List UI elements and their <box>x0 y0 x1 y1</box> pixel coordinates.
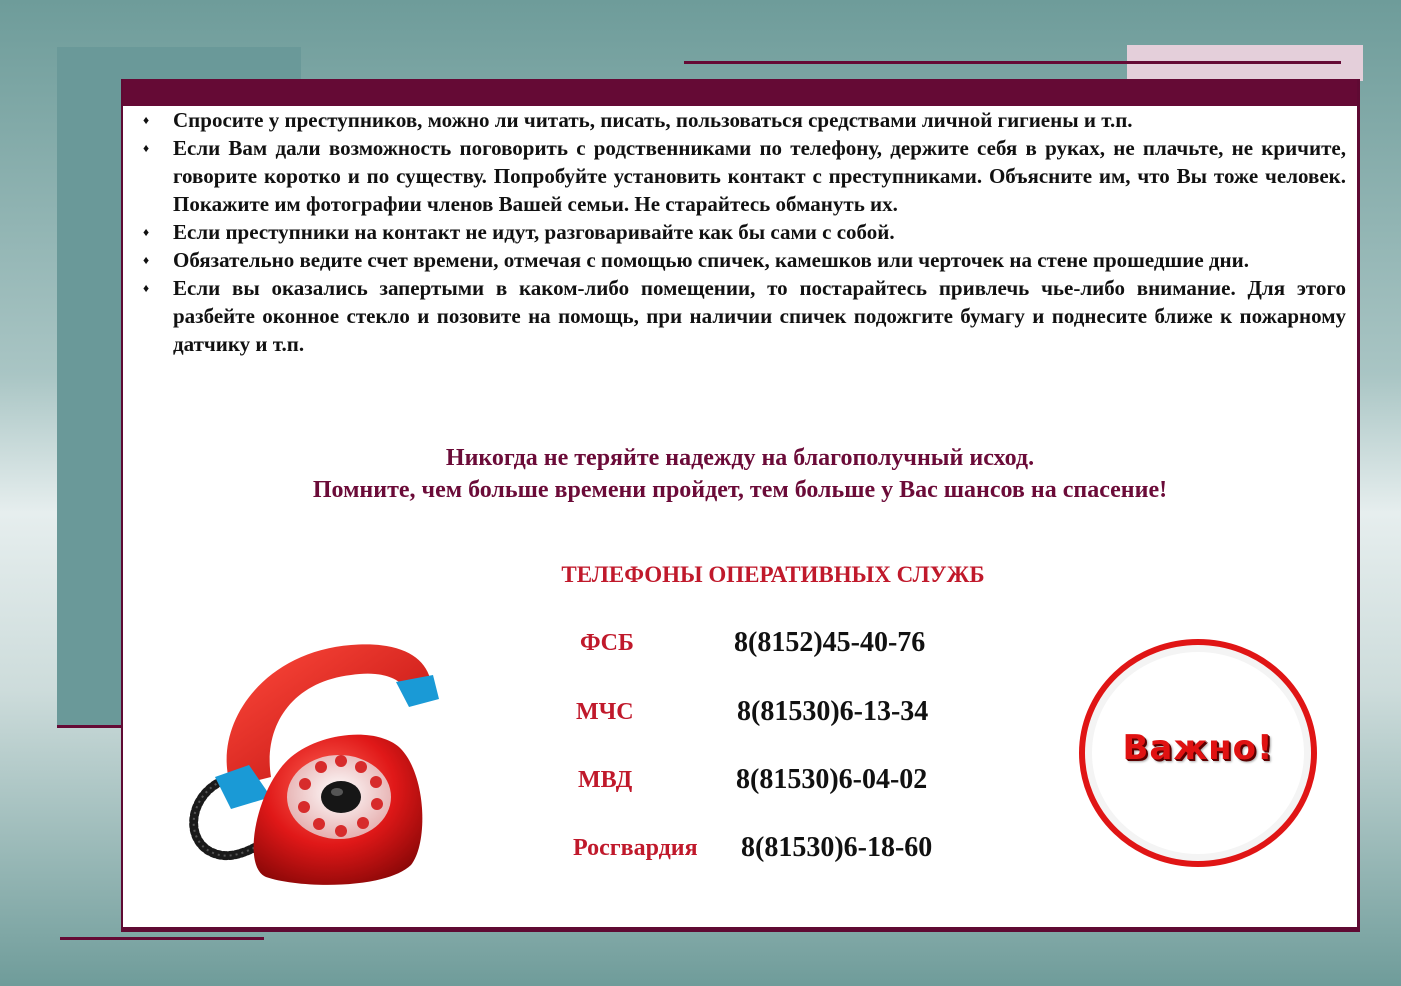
advice-item <box>141 246 1346 274</box>
service-name-fsb: ФСБ <box>580 630 634 656</box>
diamond-bullet-icon: ♦ <box>143 113 150 127</box>
service-name-rosgvardiya: Росгвардия <box>573 835 698 861</box>
decorative-line <box>57 725 123 728</box>
slogan-line-1: Никогда не теряйте надежду на благополучный исход. <box>445 445 1035 471</box>
service-name-mvd: МВД <box>578 767 633 793</box>
diamond-bullet-icon: ♦ <box>143 225 150 239</box>
important-badge-icon <box>1076 636 1320 871</box>
contacts-title: ТЕЛЕФОНЫ ОПЕРАТИВНЫХ СЛУЖБ <box>561 562 985 587</box>
advice-item <box>141 218 1346 246</box>
important-label: Важно! <box>1122 728 1274 768</box>
advice-text: Обязательно ведите счет времени, отмечая с помощью спичек, камешков или черточек на стене прошедшие дни. <box>173 248 1249 272</box>
telephone-illustration-icon <box>171 627 441 887</box>
service-phone-mchs: 8(81530)6-13-34 <box>737 696 929 727</box>
decorative-line <box>60 937 264 940</box>
diamond-bullet-icon: ♦ <box>143 281 150 295</box>
advice-text: Если Вам дали возможность поговорить с родственниками по телефону, держите себя в руках, не плачьте, не кричите, говорите коротко и по существу. Попробуйте установить контакт с преступниками. Объясните им, что Вы тоже человек. Покажите им фотографии членов Вашей семьи. Не старайтесь обмануть их. <box>173 136 1346 216</box>
diamond-bullet-icon: ♦ <box>143 253 150 267</box>
leaflet-card <box>121 79 1360 932</box>
advice-item <box>141 106 1346 134</box>
slogan-line-2: Помните, чем больше времени пройдет, тем больше у Вас шансов на спасение! <box>312 477 1168 503</box>
service-phone-mvd: 8(81530)6-04-02 <box>736 764 928 795</box>
service-phone-rosgvardiya: 8(81530)6-18-60 <box>741 832 933 863</box>
advice-item <box>141 134 1346 218</box>
decorative-top-line <box>684 61 1341 64</box>
advice-list <box>141 106 1346 358</box>
card-header-bar <box>123 79 1357 106</box>
advice-text: Если вы оказались запертыми в каком-либо помещении, то постарайтесь привлечь чье-либо внимание. Для этого разбейте оконное стекло и позовите на помощь, при наличии спичек подожгите бумагу и поднесите ближе к пожарному датчику и т.п. <box>173 276 1346 356</box>
advice-item <box>141 274 1346 358</box>
advice-text: Спросите у преступников, можно ли читать, писать, пользоваться средствами личной гигиены и т.п. <box>173 108 1133 132</box>
service-phone-fsb: 8(8152)45-40-76 <box>734 627 926 658</box>
service-name-mchs: МЧС <box>576 699 634 725</box>
diamond-bullet-icon: ♦ <box>143 141 150 155</box>
advice-text: Если преступники на контакт не идут, разговаривайте как бы сами с собой. <box>173 220 895 244</box>
